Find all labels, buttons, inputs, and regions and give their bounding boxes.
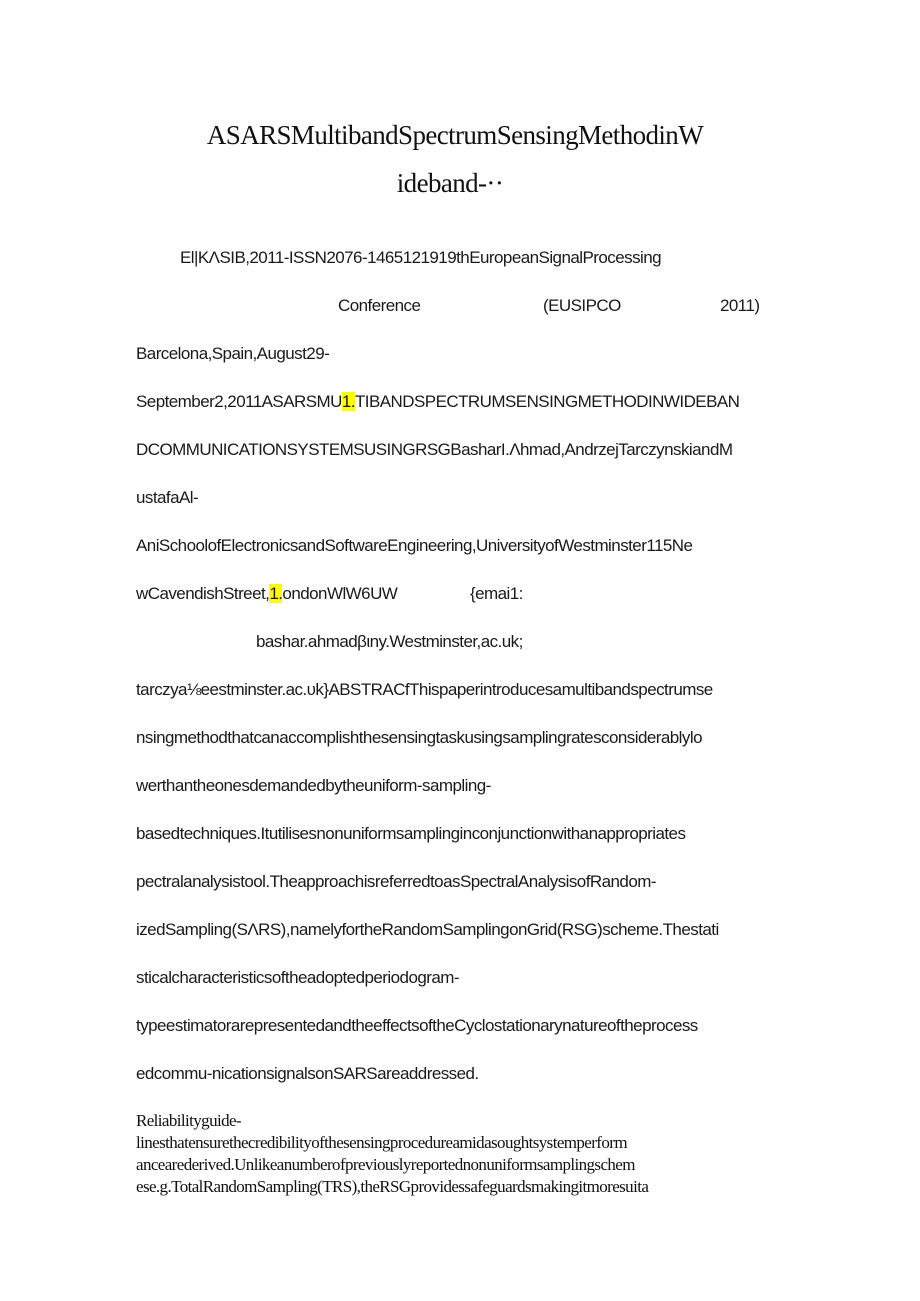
affiliation-line: AniSchoolofElectronicsandSoftwareEngineering,UniversityofWestminster115Ne (136, 536, 693, 555)
paragraph-line: linesthatensurethecredibilityofthesensingprocedureamidasoughtsystemperform (136, 1133, 627, 1152)
highlighted-text: 1. (341, 392, 355, 411)
abstract-line: basedtechniques.Itutilisesnonuniformsamplinginconjunctionwithanappropriates (136, 824, 686, 843)
conference-acronym: (EUSIPCO (543, 296, 621, 315)
email-line: bashar.ahmadβιny.Westminster,ac.uk; (256, 632, 523, 651)
abstract-line: tarczya⅛eestminster.ac.υk}ABSTRACfThispaperintroducesamultibandspectrumse (136, 680, 713, 699)
conference-word: Conference (338, 296, 421, 315)
citation-line: El|KΛSIB,2011-ISSN2076-1465121919thEuropeanSignalProcessing (180, 248, 662, 267)
authors-line: DCOMMUNICATIONSYSTEMSUSINGRSGBasharI.Λhmad,AndrzejTarczynskiandM (136, 440, 733, 459)
address-line (136, 584, 397, 604)
address-text-b: ondonWlW6UW (282, 584, 398, 603)
email-label: {emai1: (470, 584, 523, 603)
location-line: Barcelona,Spain,August29- (136, 344, 330, 363)
date-title-text-b: TIBANDSPECTRUMSENSINGMETHODINWIDEBAN (354, 392, 740, 411)
abstract-line: typeestimatorarepresentedandtheeffectsoftheCyclostationarynatureoftheprocess (136, 1016, 698, 1035)
abstract-line: werthantheonesdemandedbytheuniform-sampling- (136, 776, 491, 795)
authors-line-cont: ustafaAl- (136, 488, 199, 507)
paragraph-line: ese.g.TotalRandomSampling(TRS),theRSGprovidessafeguardsmakingitmoresuita (136, 1177, 649, 1196)
abstract-line: edcommu-nicationsignalsonSARSareaddressed. (136, 1064, 479, 1083)
paragraph-2 (136, 1110, 786, 1198)
paragraph-line: ancearederived.Unlikeanumberofpreviouslyreportednonuniformsamplingschem (136, 1155, 635, 1174)
address-text-a: wCavendishStreet, (136, 584, 270, 603)
paragraph-line: Reliabilityguide- (136, 1111, 241, 1130)
document-title-line-1: ASARSMultibandSpectrumSensingMethodinW (206, 120, 704, 150)
date-title-line (136, 392, 739, 412)
highlighted-text: 1. (269, 584, 283, 603)
document-title-line-2: ideband-·· (396, 168, 504, 198)
conference-year: 2011) (720, 296, 760, 315)
date-title-text-a: September2,2011ASARSMU (136, 392, 342, 411)
abstract-line: pectralanalysistool.TheapproachisreferredtoasSpectralAnalysisofRandom- (136, 872, 656, 891)
abstract-line: nsingmethodthatcanaccomplishthesensingtaskusingsamplingratesconsiderablylo (136, 728, 702, 747)
abstract-line: izedSampling(SΛRS),namelyfortheRandomSamplingonGrid(RSG)scheme.Thestati (136, 920, 719, 939)
abstract-line: sticalcharacteristicsoftheadoptedperiodogram- (136, 968, 459, 987)
